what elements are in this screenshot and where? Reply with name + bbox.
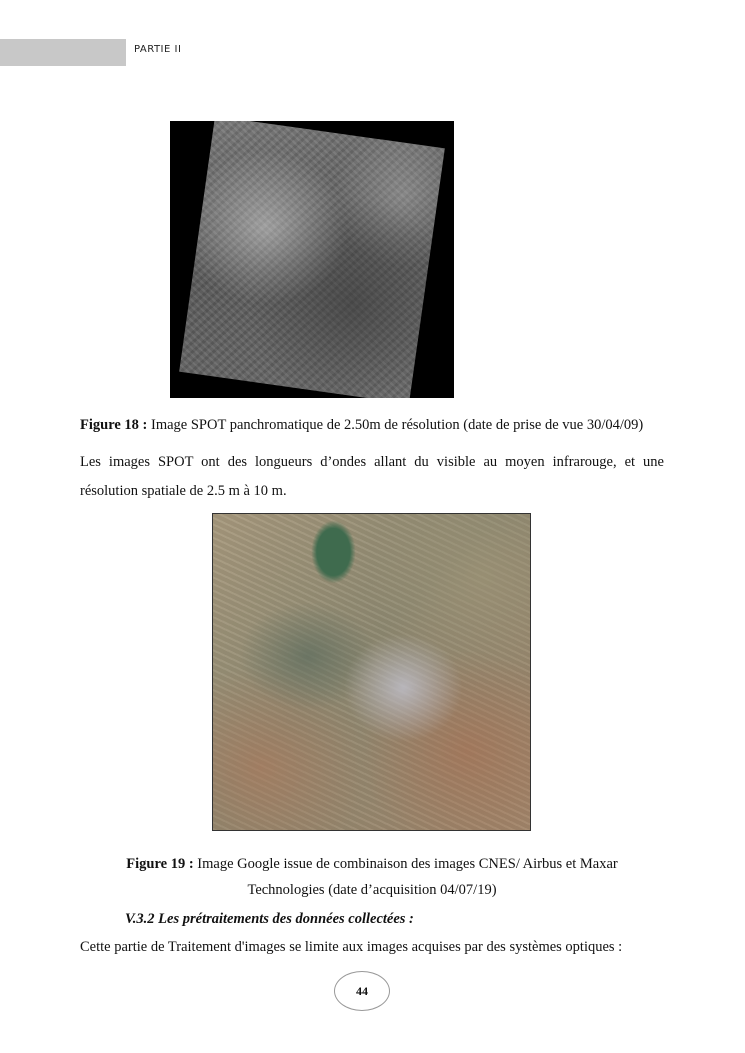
page-number: 44: [334, 971, 390, 1011]
header-section-title: PARTIE II: [134, 44, 182, 55]
figure-19-caption-line1: Image Google issue de combinaison des images CNES/ Airbus et Maxar: [193, 856, 618, 872]
figure-18-caption-text: Image SPOT panchromatique de 2.50m de résolution (date de prise de vue 30/04/09): [147, 417, 644, 433]
body-text: Cette partie de Traitement d'images se limite aux images acquises par des systèmes optiques :: [80, 939, 623, 955]
figure-19-caption-line2: Technologies (date d’acquisition 04/07/19): [247, 882, 497, 898]
figure-18-scene: [179, 121, 445, 398]
figure-19-google-image: [212, 513, 531, 831]
figure-18-label: Figure 18 :: [80, 417, 148, 433]
figure-19-label: Figure 19 :: [126, 856, 194, 872]
body-paragraph: Les images SPOT ont des longueurs d’ondes allant du visible au moyen infrarouge, et une résolution spatiale de 2.5 m à 10 m.: [80, 454, 664, 499]
figure-18-spot-image: [170, 121, 454, 398]
section-heading: V.3.2 Les prétraitements des données collectées :: [125, 911, 414, 927]
figure-19-caption: [80, 851, 664, 903]
header-bar: [0, 39, 126, 66]
figure-18-caption: [80, 417, 643, 434]
